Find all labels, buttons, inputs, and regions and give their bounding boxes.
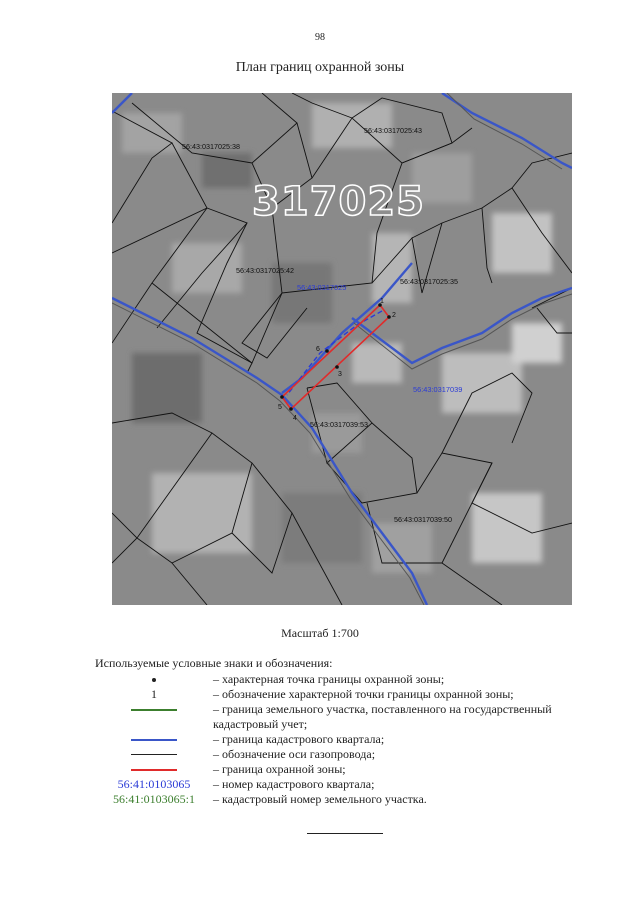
legend-text: – характерная точка границы охранной зоны; — [213, 672, 445, 686]
parcel-label: 56:43:0317039:50 — [394, 515, 452, 524]
point-marker-icon — [152, 678, 156, 682]
parcel-label: 56:43:0317025:38 — [182, 142, 240, 151]
parcel-label: 56:43:0317025:43 — [364, 126, 422, 135]
black-line-icon — [131, 754, 177, 755]
legend-text: – обозначение оси газопровода; — [213, 747, 376, 761]
cadastral-map — [112, 93, 572, 605]
legend-row-quarter-boundary — [95, 732, 615, 747]
legend-symbol-quarter-number: 56:41:0103065 — [117, 777, 191, 791]
red-line-icon — [131, 769, 177, 771]
point-6-dot — [325, 349, 329, 353]
legend-text: – граница охранной зоны; — [213, 762, 346, 776]
point-4-dot — [289, 407, 293, 411]
legend-row-gas-axis — [95, 747, 615, 762]
legend-text: – граница кадастрового квартала; — [213, 732, 385, 746]
point-5-label: 5 — [278, 404, 282, 411]
page-number: 98 — [315, 32, 325, 43]
point-2-dot — [387, 315, 391, 319]
legend-row-parcel-boundary — [95, 702, 615, 732]
footer-divider — [307, 833, 383, 834]
point-4-label: 4 — [293, 415, 297, 422]
legend-row-parcel-number — [95, 792, 615, 807]
legend-text: – кадастровый номер земельного участка. — [213, 792, 427, 806]
point-3-dot — [335, 365, 339, 369]
legend-text: – граница земельного участка, поставленного на государственный кадастровый учет; — [213, 702, 552, 731]
map-scale: Масштаб 1:700 — [281, 626, 359, 640]
overlay-quarter-number: 317025 — [252, 179, 425, 225]
parcel-label: 56:43:0317039:53 — [310, 420, 368, 429]
quarter-label: 56:43:0317039 — [413, 385, 463, 394]
legend-title: Используемые условные знаки и обозначения: — [95, 656, 333, 670]
legend-row-protection-zone — [95, 762, 615, 777]
blue-line-icon — [131, 739, 177, 741]
point-1-label: 1 — [380, 298, 384, 305]
legend-row-quarter-number — [95, 777, 615, 792]
legend-row-point-number — [95, 687, 615, 702]
point-3-label: 3 — [338, 371, 342, 378]
legend-row-point — [95, 672, 615, 687]
plan-title: План границ охранной зоны — [235, 60, 405, 75]
point-2-label: 2 — [392, 312, 396, 319]
legend-text: – обозначение характерной точки границы охранной зоны; — [213, 687, 514, 701]
parcel-label: 56:43:0317025:35 — [400, 277, 458, 286]
point-5-dot — [280, 395, 284, 399]
legend-symbol-number: 1 — [151, 687, 157, 701]
parcel-label: 56:43:0317025:42 — [236, 266, 294, 275]
legend-text: – номер кадастрового квартала; — [213, 777, 375, 791]
legend — [95, 672, 615, 807]
green-line-icon — [131, 709, 177, 711]
legend-symbol-parcel-number: 56:41:0103065:1 — [112, 792, 195, 806]
quarter-label: 56:43:0317025 — [297, 283, 347, 292]
point-6-label: 6 — [316, 346, 320, 353]
